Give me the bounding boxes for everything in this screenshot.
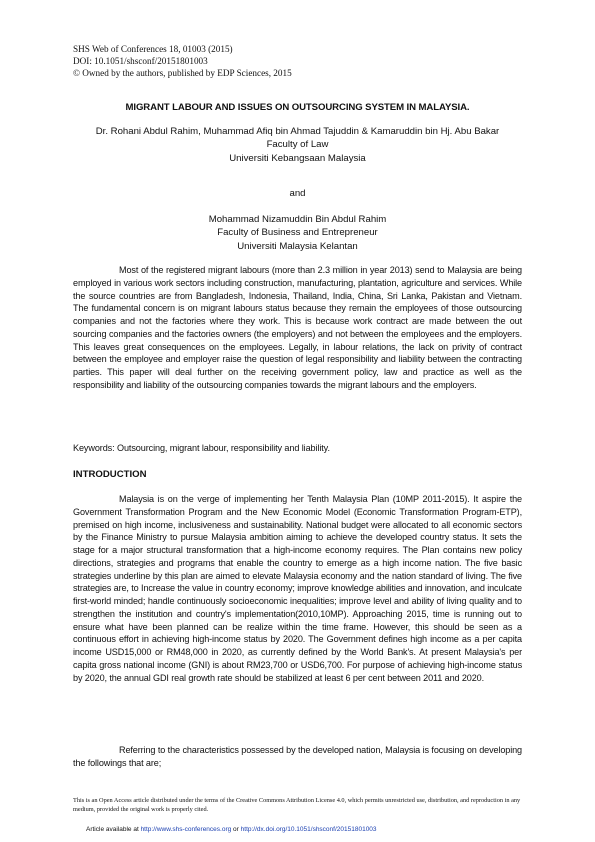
doi-line: DOI: 10.1051/shsconf/20151801003 <box>73 56 208 66</box>
university-name: Universiti Malaysia Kelantan <box>237 240 358 252</box>
author-names: Dr. Rohani Abdul Rahim, Muhammad Afiq bin Ahmad Tajuddin & Kamaruddin bin Hj. Abu Bakar <box>95 126 500 137</box>
license-footnote: This is an Open Access article distributed under the terms of the Creative Commons Attribution License 4.0, which permits unrestricted use, distribution, and reproduction in any medium, provided the original work is properly cited. <box>73 797 521 813</box>
affiliation-block-1 <box>40 125 555 165</box>
and-separator: and <box>289 188 306 199</box>
faculty-name: Faculty of Business and Entrepreneur <box>217 227 378 239</box>
abstract-paragraph: Most of the registered migrant labours (more than 2.3 million in year 2013) send to Malaysia are being employed in various work sectors including construction, manufacturing, plantation, agriculture and services. While the source countries are from Bangladesh, Indonesia, Thailand, India, China, Sri Lanka, Pakistan and Vietnam. The fundamental concern is on migrant labours status because they remain the employees of those outsourcing companies and not the factories where they work. This is because work contract are made between the out sourcing companies and the factories owners (the employers) and not between the employees and the employers. This leaves great consequences on the employees. Legally, in labour relations, the lack on privity of contract between the employee and employer raise the question of legal responsibility and liability between the contracting parties. This paper will deal further on the receiving government policy, law and practice as well as the responsibility and liability of the outsourcing companies towards the migrant labours and the employers. <box>73 265 522 390</box>
copyright-line: © Owned by the authors, published by EDP Sciences, 2015 <box>73 68 292 78</box>
article-availability <box>86 826 377 833</box>
intro-paragraph-1: Malaysia is on the verge of implementing her Tenth Malaysia Plan (10MP 2011-2015). It aspire the Government Transformation Program and the New Economic Model (Economic Transformation Program-ETP), premised on high income, inclusiveness and sustainability. National budget were allocated to all economic sectors by the Finance Ministry to pursue Malaysia ambition aiming to achieve the developed country status. It sets the stage for a major structural transformation that a high-income economy requires. The Plan contains new policy directions, strategies and programs that enable the country to emerge as a high income nation. The five basic strategies underline by this plan are aimed to elevate Malaysia economy and the nation standard of living. The five strategies are, to Increase the value in country economy; improve knowledge abilities and innovation, and inculcate first-world minded; handle continuously socioeconomic inequalities; improve level and ability of living quality and to strengthen the institution and country's implementation(2010,10MP). Approaching 2015, time is running out to ensure what have been planned can be realize within the time frame. However, this should be seen as a continuous effort in achieving high-income status by 2020. The Government defines high income as a per capita income USD15,000 or RM48,000 in 2020, as currently defined by the World Bank's. At present Malaysia's per capita gross national income (GNI) is about RM23,700 or USD6,700. For purpose of achieving high-income status by 2020, the annual GDI real growth rate should be stabilized at least 6 per cent between 2011 and 2020. <box>73 494 522 683</box>
or-connector: or <box>231 826 241 833</box>
university-name: Universiti Kebangsaan Malaysia <box>229 152 366 164</box>
faculty-name: Faculty of Law <box>266 139 329 151</box>
conference-site-link[interactable]: http://www.shs-conferences.org <box>140 826 232 833</box>
journal-citation: SHS Web of Conferences 18, 01003 (2015) <box>73 44 233 54</box>
keywords-line: Keywords: Outsourcing, migrant labour, responsibility and liability. <box>73 443 330 453</box>
doi-link[interactable]: http://dx.doi.org/10.1051/shsconf/20151801003 <box>240 826 377 833</box>
availability-prefix: Article available at <box>86 826 141 833</box>
affiliation-block-2 <box>40 213 555 253</box>
section-heading-introduction: INTRODUCTION <box>73 469 147 480</box>
paper-title: MIGRANT LABOUR AND ISSUES ON OUTSOURCING SYSTEM IN MALAYSIA. <box>125 102 470 113</box>
intro-paragraph-2: Referring to the characteristics possessed by the developed nation, Malaysia is focusing on developing the followings that are; <box>73 745 522 768</box>
author-name: Mohammad Nizamuddin Bin Abdul Rahim <box>208 214 387 225</box>
journal-header <box>73 43 292 79</box>
